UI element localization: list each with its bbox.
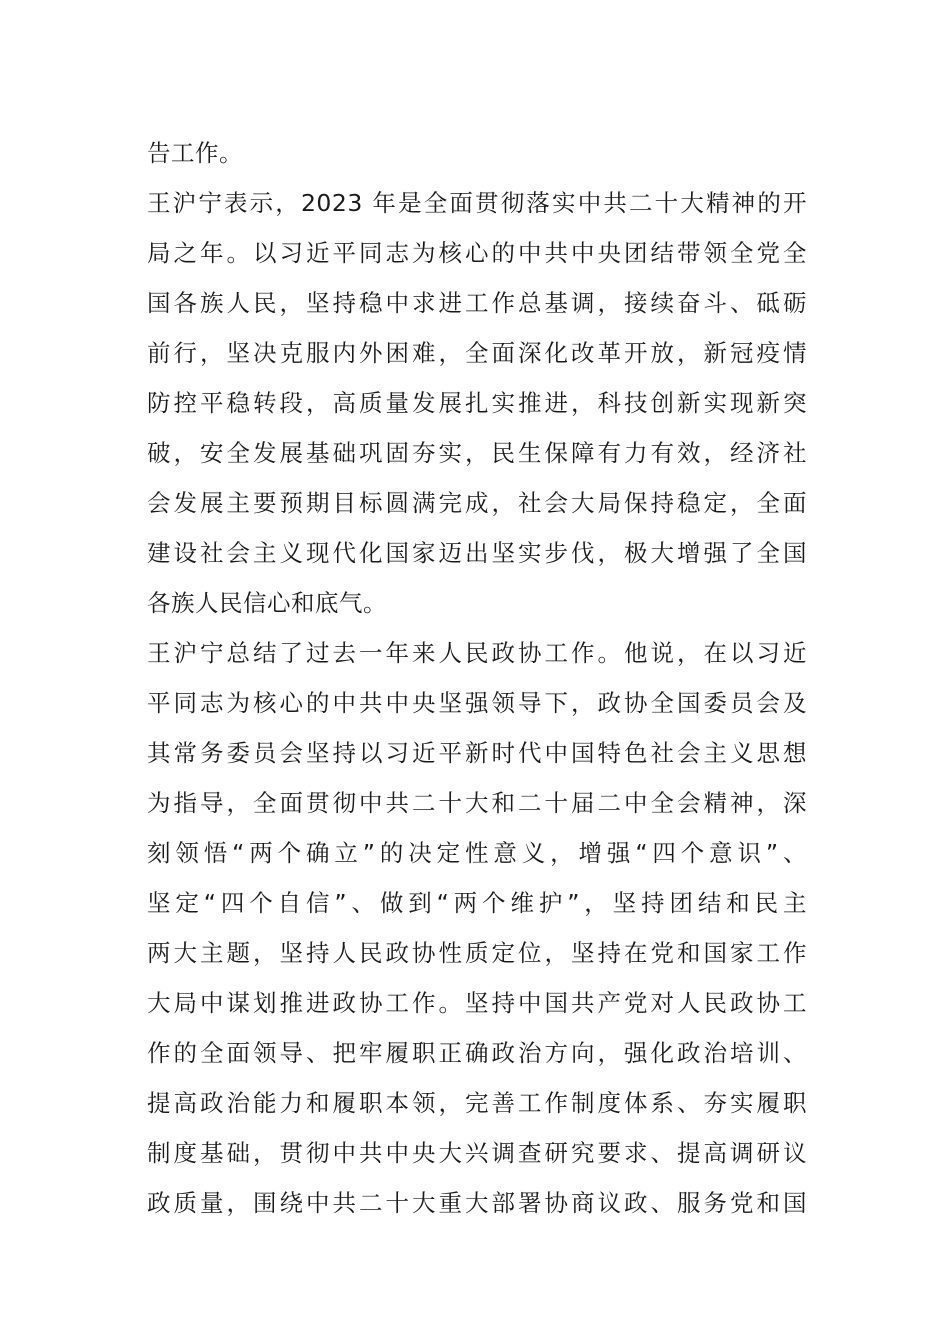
- text-line: 制度基础，贯彻中共中央大兴调查研究要求、提高调研议: [147, 1139, 807, 1167]
- text-line: 告工作。: [147, 139, 243, 167]
- text-line: 防控平稳转段，高质量发展扎实推进，科技创新实现新突: [147, 389, 807, 417]
- body-text: [147, 128, 807, 1228]
- text-line: 建设社会主义现代化国家迈出坚实步伐，极大增强了全国: [147, 539, 807, 567]
- text-line: 刻领悟“两个确立”的决定性意义，增强“四个意识”、: [147, 839, 807, 867]
- text-line: 王沪宁表示，2023 年是全面贯彻落实中共二十大精神的开: [147, 189, 807, 217]
- text-line: 提高政治能力和履职本领，完善工作制度体系、夯实履职: [147, 1089, 807, 1117]
- text-line: 两大主题，坚持人民政协性质定位，坚持在党和国家工作: [147, 939, 807, 967]
- text-line: 前行，坚决克服内外困难，全面深化改革开放，新冠疫情: [147, 339, 807, 367]
- text-line: 局之年。以习近平同志为核心的中共中央团结带领全党全: [147, 239, 807, 267]
- text-line: 国各族人民，坚持稳中求进工作总基调，接续奋斗、砥砺: [147, 289, 807, 317]
- text-line: 作的全面领导、把牢履职正确政治方向，强化政治培训、: [147, 1039, 807, 1067]
- text-line: 大局中谋划推进政协工作。坚持中国共产党对人民政协工: [147, 989, 807, 1017]
- text-line: 为指导，全面贯彻中共二十大和二十届二中全会精神，深: [147, 789, 807, 817]
- text-line: 王沪宁总结了过去一年来人民政协工作。他说，在以习近: [147, 639, 807, 667]
- text-line: 坚定“四个自信”、做到“两个维护”，坚持团结和民主: [147, 889, 807, 917]
- text-line: 各族人民信心和底气。: [147, 589, 387, 617]
- text-line: 会发展主要预期目标圆满完成，社会大局保持稳定，全面: [147, 489, 807, 517]
- text-line: 破，安全发展基础巩固夯实，民生保障有力有效，经济社: [147, 439, 807, 467]
- text-line: 政质量，围绕中共二十大重大部署协商议政、服务党和国: [147, 1189, 807, 1217]
- text-line: 其常务委员会坚持以习近平新时代中国特色社会主义思想: [147, 739, 807, 767]
- text-line: 平同志为核心的中共中央坚强领导下，政协全国委员会及: [147, 689, 807, 717]
